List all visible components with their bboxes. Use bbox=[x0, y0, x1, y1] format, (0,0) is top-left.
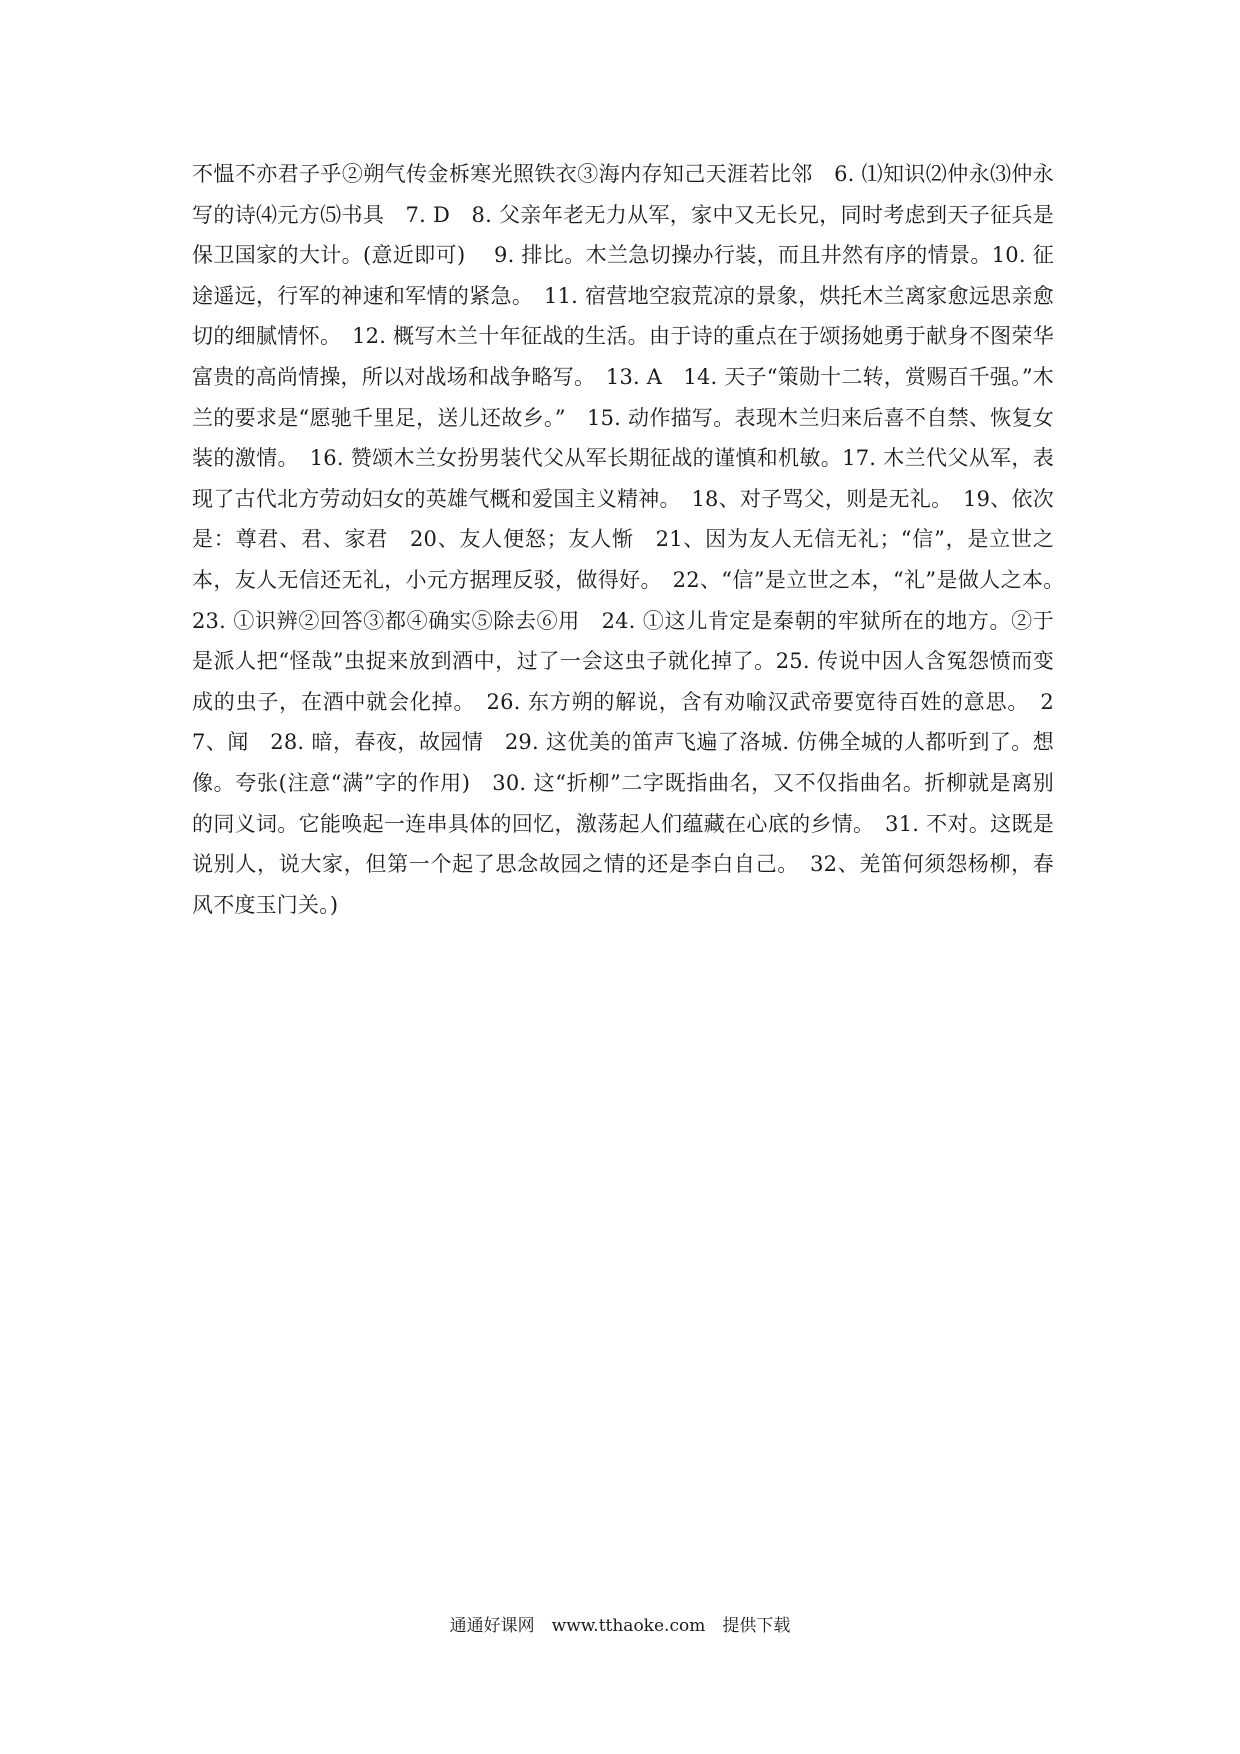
answer-key-text: 不愠不亦君子乎②朔气传金柝寒光照铁衣③海内存知己天涯若比邻 6. ⑴知识⑵仲永⑶仲永写的诗⑷元方⑸书具 7. D 8. 父亲年老无力从军，家中又无长兄，同时考虑到天子征兵是保卫国家的大计。(意近即可) 9. 排比。木兰急切操办行装，而且井然有序的情景。10. 征途遥远，行军的神速和军情的紧急。 11. 宿营地空寂荒凉的景象，烘托木兰离家愈远思亲愈切的细腻情怀。 12. 概写木兰十年征战的生活。由于诗的重点在于颂扬她勇于献身不图荣华富贵的高尚情操，所以对战场和战争略写。 13. A 14. 天子“策勋十二转，赏赐百千强。”木兰的要求是“愿驰千里足，送儿还故乡。” 15. 动作描写。表现木兰归来后喜不自禁、恢复女装的激情。 16. 赞颂木兰女扮男装代父从军长期征战的谨慎和机敏。17. 木兰代父从军，表现了古代北方劳动妇女的英雄气概和爱国主义精神。 18、对子骂父，则是无礼。 19、依次是：尊君、君、家君 20、友人便怒；友人惭 21、因为友人无信无礼；“信”，是立世之本，友人无信还无礼，小元方据理反驳，做得好。 22、“信”是立世之本，“礼”是做人之本。 23. ①识辨②回答③都④确实⑤除去⑥用 24. ①这儿肯定是秦朝的牢狱所在的地方。②于是派人把“怪哉”虫捉来放到酒中，过了一会这虫子就化掉了。25. 传说中因人含冤怨愤而变成的虫子，在酒中就会化掉。 26. 东方朔的解说，含有劝喻汉武帝要宽待百姓的意思。 27、闻 28. 暗，春夜，故园情 29. 这优美的笛声飞遍了洛城. 仿佛全城的人都听到了。想像。夸张(注意“满”字的作用) 30. 这“折柳”二字既指曲名，又不仅指曲名。折柳就是离别的同义词。它能唤起一连串具体的回忆，激荡起人们蕴藏在心底的乡情。 31. 不对。这既是说别人，说大家，但第一个起了思念故园之情的还是李白自己。 32、羌笛何须怨杨柳，春风不度玉门关。) bbox=[192, 162, 1076, 917]
page-footer: 通通好课网 www.tthaoke.com 提供下载 bbox=[449, 1616, 791, 1636]
